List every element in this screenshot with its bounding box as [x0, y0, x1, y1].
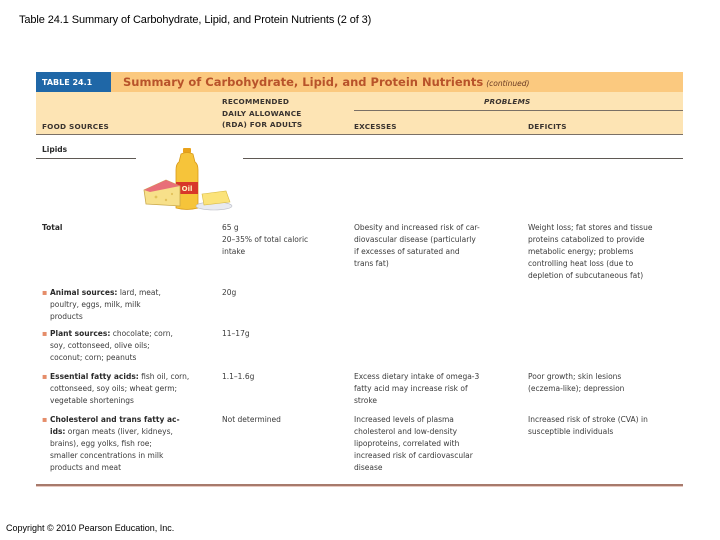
cell-line: organ meats (liver, kidneys, — [65, 427, 173, 436]
row-cholesterol-excesses — [354, 414, 519, 474]
cell-line: products — [50, 312, 83, 321]
cell-line: fish oil, corn, — [138, 372, 190, 381]
header-food-sources: FOOD SOURCES — [42, 122, 109, 131]
row-animal-sources-rda: 20g — [222, 288, 237, 297]
cell-line: proteins catabolized to provide — [528, 235, 645, 244]
cell-line: trans fat) — [354, 259, 389, 268]
food-category: Cholesterol and trans fatty ac- — [50, 415, 180, 424]
bullet-icon: ▪ — [42, 329, 48, 338]
svg-text:Oil: Oil — [181, 185, 193, 193]
cell-line: Increased levels of plasma — [354, 415, 454, 424]
cell-line: brains), egg yolks, fish roe; — [50, 439, 152, 448]
section-label-lipids: Lipids — [42, 145, 68, 154]
cell-line: if excesses of saturated and — [354, 247, 460, 256]
table-title — [111, 75, 529, 89]
row-essential-fatty-acids-excesses — [354, 371, 519, 407]
table-bottom-rule — [36, 484, 683, 487]
section-divider — [243, 158, 683, 159]
slide-title: Table 24.1 Summary of Carbohydrate, Lipid, and Protein Nutrients (2 of 3) — [19, 14, 372, 26]
row-total-deficits — [528, 222, 683, 282]
row-total-rda — [222, 222, 342, 258]
header-rda-line: DAILY ALLOWANCE — [222, 108, 302, 118]
cell-line: smaller concentrations in milk — [50, 451, 164, 460]
header-rda — [222, 96, 302, 131]
cell-line: soy, cottonseed, olive oils; — [50, 341, 150, 350]
row-total-excesses — [354, 222, 519, 270]
cell-line: controlling heat loss (due to — [528, 259, 634, 268]
cell-line: Poor growth; skin lesions — [528, 372, 622, 381]
food-category: Essential fatty acids: — [50, 372, 139, 381]
cell-line: depletion of subcutaneous fat) — [528, 271, 644, 280]
cell-line: stroke — [354, 396, 378, 405]
table-title-text: Summary of Carbohydrate, Lipid, and Protein Nutrients — [123, 75, 484, 89]
food-category: ids: — [50, 427, 66, 436]
copyright-notice: Copyright © 2010 Pearson Education, Inc. — [6, 523, 175, 533]
header-excesses: EXCESSES — [354, 122, 397, 131]
cell-line: increased risk of cardiovascular — [354, 451, 473, 460]
header-deficits: DEFICITS — [528, 122, 567, 131]
table-header — [36, 92, 683, 135]
cell-line: cholesterol and low-density — [354, 427, 458, 436]
cell-line: Increased risk of stroke (CVA) in — [528, 415, 648, 424]
cell-line: (eczema-like); depression — [528, 384, 625, 393]
header-problems: PROBLEMS — [484, 97, 531, 106]
cell-line: susceptible individuals — [528, 427, 614, 436]
header-rda-line: (RDA) FOR ADULTS — [222, 120, 303, 129]
row-plant-sources-food — [42, 328, 212, 364]
cell-line: 20–35% of total caloric — [222, 235, 309, 244]
cell-line: poultry, eggs, milk, milk — [50, 300, 141, 309]
cell-line: coconut; corn; peanuts — [50, 353, 137, 362]
row-essential-fatty-acids-rda: 1.1–1.6g — [222, 372, 255, 381]
row-essential-fatty-acids-food — [42, 371, 212, 407]
header-rda-line: RECOMMENDED — [222, 97, 290, 106]
row-total-food: Total — [42, 223, 63, 232]
row-animal-sources-food — [42, 287, 212, 323]
cell-line: disease — [354, 463, 383, 472]
row-cholesterol-deficits — [528, 414, 683, 438]
nutrient-table — [36, 72, 683, 472]
cell-line: Excess dietary intake of omega-3 — [354, 372, 480, 381]
cell-line: Weight loss; fat stores and tissue — [528, 223, 653, 232]
row-cholesterol-food — [42, 414, 212, 474]
oil-cheese-butter-icon — [138, 146, 238, 216]
row-essential-fatty-acids-deficits — [528, 371, 683, 395]
row-plant-sources-rda: 11–17g — [222, 329, 250, 338]
bullet-icon: ▪ — [42, 415, 48, 424]
cell-line: diovascular disease (particularly — [354, 235, 476, 244]
food-category: Animal sources: — [50, 288, 118, 297]
continued-label: (continued) — [486, 79, 530, 88]
cell-line: 65 g — [222, 223, 239, 232]
cell-line: intake — [222, 247, 246, 256]
cell-line: products and meat — [50, 463, 122, 472]
cell-line: lipoproteins, correlated with — [354, 439, 460, 448]
section-divider — [36, 158, 136, 159]
bullet-icon: ▪ — [42, 372, 48, 381]
cell-line: cottonseed, soy oils; wheat germ; — [50, 384, 178, 393]
table-title-bar — [36, 72, 683, 92]
cell-line: metabolic energy; problems — [528, 247, 634, 256]
bullet-icon: ▪ — [42, 288, 48, 297]
cell-line: fatty acid may increase risk of — [354, 384, 468, 393]
cell-line: Obesity and increased risk of car- — [354, 223, 480, 232]
table-number-tag: TABLE 24.1 — [36, 72, 111, 92]
food-category: Plant sources: — [50, 329, 111, 338]
cell-line: vegetable shortenings — [50, 396, 134, 405]
problems-divider — [354, 110, 683, 111]
cell-line: lard, meat, — [117, 288, 161, 297]
row-cholesterol-rda: Not determined — [222, 415, 281, 424]
cell-line: chocolate; corn, — [110, 329, 173, 338]
